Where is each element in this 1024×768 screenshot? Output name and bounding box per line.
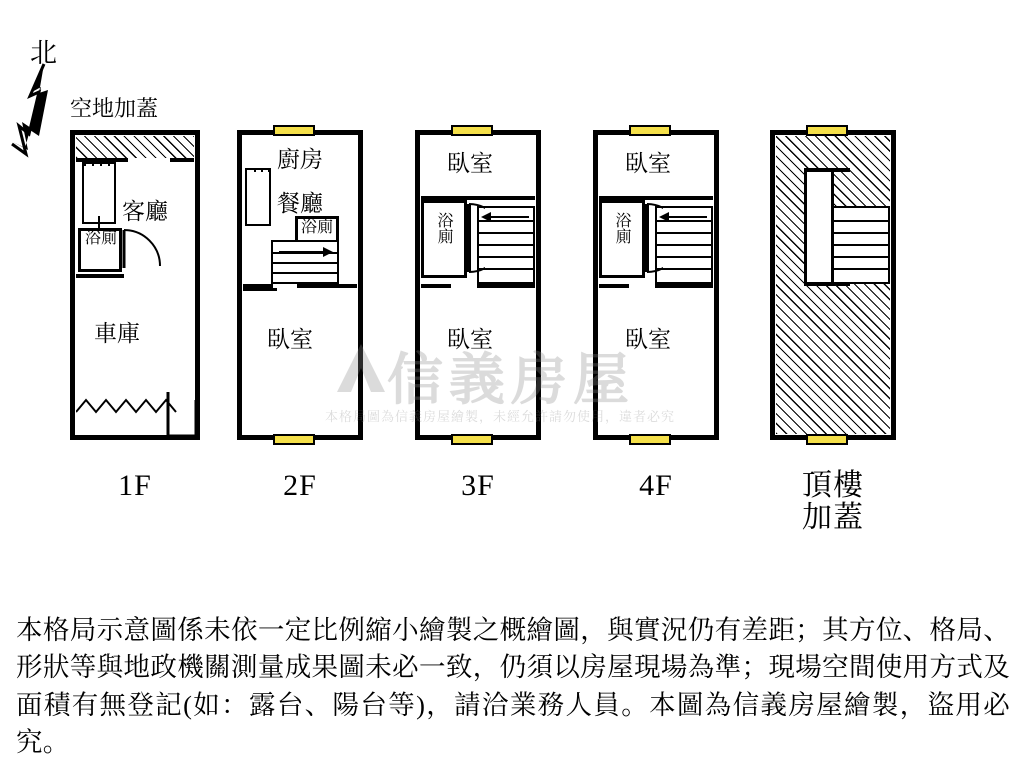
floor-plan-1f <box>70 96 200 502</box>
room-label-bathroom: 浴廁 <box>85 230 118 247</box>
room-label-bathroom: 浴廁 <box>435 212 452 244</box>
room-label-bathroom: 浴廁 <box>613 212 630 244</box>
wall-segment <box>170 158 194 162</box>
corridor-cutout <box>804 168 834 286</box>
door-swing-icon <box>455 200 485 286</box>
window <box>451 434 493 445</box>
wall-segment <box>599 284 629 288</box>
floor-label-3f: 3F <box>461 469 495 502</box>
room-label-garage: 車庫 <box>94 321 140 346</box>
wall-segment <box>477 284 535 288</box>
north-label: 北 <box>30 38 57 68</box>
window <box>806 125 848 136</box>
door-swing-icon <box>122 228 164 270</box>
staircase <box>832 206 890 284</box>
plan-1f-caption: 空地加蓋 <box>70 96 159 121</box>
door-threshold <box>243 288 277 291</box>
wall-segment <box>655 284 713 288</box>
window <box>273 434 315 445</box>
room-label-dining: 餐廳 <box>277 191 323 216</box>
window <box>451 125 493 136</box>
wall-segment <box>804 168 850 172</box>
wall-segment <box>297 284 357 288</box>
door-swing-icon <box>633 200 663 286</box>
floor-label-rooftop-line1: 頂樓 <box>802 469 864 502</box>
entrance-opening <box>166 392 212 448</box>
room-label-bedroom: 臥室 <box>267 327 313 352</box>
floor-label-1f: 1F <box>118 469 152 502</box>
floor-plan-2f <box>237 100 363 502</box>
stair-direction-arrow-icon <box>657 210 709 224</box>
wall-segment <box>421 284 451 288</box>
floor-plan-rooftop <box>770 100 896 535</box>
watermark-notice: 本格局圖為信義房屋繪製，未經允許請勿使用，違者必究 <box>325 409 676 424</box>
window <box>806 434 848 445</box>
stair-direction-arrow-icon <box>479 210 531 224</box>
room-label-bedroom-rear: 臥室 <box>447 327 493 352</box>
wall-segment <box>76 274 124 278</box>
room-label-kitchen: 廚房 <box>277 147 323 172</box>
wall-segment <box>804 282 850 286</box>
window <box>629 125 671 136</box>
window <box>273 125 315 136</box>
room-label-bedroom-rear: 臥室 <box>625 327 671 352</box>
watermark-brand: 信義房屋 <box>387 350 635 412</box>
floor-label-4f: 4F <box>639 469 673 502</box>
floor-label-rooftop-line2: 加蓋 <box>802 501 864 535</box>
stair-direction-arrow-icon <box>275 244 335 260</box>
room-label-bedroom-front: 臥室 <box>447 151 493 176</box>
staircase-upper <box>245 168 271 226</box>
window <box>629 434 671 445</box>
staircase <box>82 162 116 224</box>
room-label-living: 客廳 <box>122 199 168 224</box>
room-label-bedroom-front: 臥室 <box>625 151 671 176</box>
floor-plan-4f <box>593 100 719 502</box>
floor-label-2f: 2F <box>283 469 317 502</box>
floor-plan-3f <box>415 100 541 502</box>
plan-1f-hatched-area <box>76 136 194 158</box>
floor-plan-collection <box>0 90 1024 550</box>
disclaimer-text: 本格局示意圖係未依一定比例縮小繪製之概繪圖，與實況仍有差距；其方位、格局、形狀等與地政機關測量成果圖未必一致，仍須以房屋現場為準；現場空間使用方式及面積有無登記(如：露台、陽台等)，請洽業務人員。本圖為信義房屋繪製，盜用必究。 <box>16 614 1010 758</box>
room-label-bathroom: 浴廁 <box>301 219 334 236</box>
floor-label-rooftop <box>760 470 906 535</box>
